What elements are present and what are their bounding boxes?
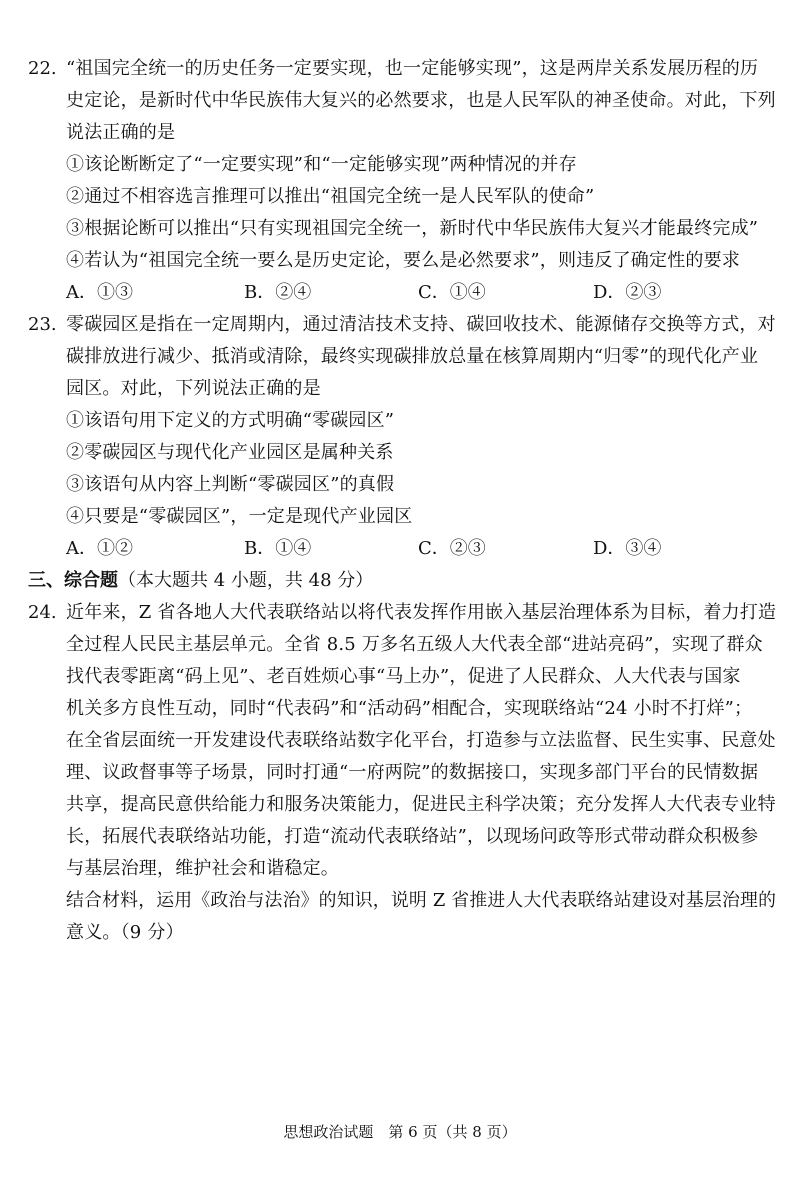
statement-item: ③该语句从内容上判断“零碳园区”的真假 [66, 474, 395, 495]
question-stem-line: 零碳园区是指在一定周期内，通过清洁技术支持、碳回收技术、能源储存交换等方式，对 [66, 314, 776, 335]
question-prompt-line: 意义。（9 分） [66, 922, 184, 943]
section-note: （本大题共 4 小题，共 48 分） [118, 570, 374, 591]
statement-item: ②通过不相容选言推理可以推出“祖国完全统一是人民军队的使命” [66, 186, 595, 207]
page-footer: 思想政治试题 第 6 页（共 8 页） [283, 1123, 517, 1141]
statement-item: ④若认为“祖国完全统一要么是历史定论，要么是必然要求”，则违反了确定性的要求 [66, 250, 741, 271]
material-line: 近年来，Z 省各地人大代表联络站以将代表发挥作用嵌入基层治理体系为目标，着力打造 [66, 602, 777, 623]
question-stem-line: 碳排放进行减少、抵消或清除，最终实现碳排放总量在核算周期内“归零”的现代化产业 [66, 346, 759, 367]
material-line: 在全省层面统一开发建设代表联络站数字化平台，打造参与立法监督、民生实事、民意处 [66, 730, 776, 751]
statement-item: ②零碳园区与现代化产业园区是属种关系 [66, 442, 394, 463]
option-a: A．①② [66, 538, 133, 559]
material-line: 全过程人民民主基层单元。全省 8.5 万多名五级人大代表全部“进站亮码”，实现了群众 [66, 634, 763, 655]
statement-item: ③根据论断可以推出“只有实现祖国完全统一，新时代中华民族伟大复兴才能最终完成” [66, 218, 759, 239]
statement-item: ①该语句用下定义的方式明确“零碳园区” [66, 410, 395, 431]
option-d: D．③④ [593, 538, 662, 559]
question-prompt-line: 结合材料，运用《政治与法治》的知识，说明 Z 省推进人大代表联络站建设对基层治理的 [66, 890, 777, 911]
question-number: 22. [28, 58, 57, 79]
material-line: 机关多方良性互动，同时“代表码”和“活动码”相配合，实现联络站“24 小时不打烊”； [66, 698, 753, 719]
section-title: 三、综合题 [28, 570, 118, 591]
option-b: B．①④ [244, 538, 312, 559]
question-stem-line: 史定论，是新时代中华民族伟大复兴的必然要求，也是人民军队的神圣使命。对此，下列 [66, 90, 776, 111]
material-line: 长，拓展代表联络站功能，打造“流动代表联络站”，以现场问政等形式带动群众积极参 [66, 826, 759, 847]
option-c: C．①④ [418, 282, 486, 303]
material-line: 理、议政督事等子场景，同时打通“一府两院”的数据接口，实现多部门平台的民情数据 [66, 762, 759, 783]
statement-item: ①该论断断定了“一定要实现”和“一定能够实现”两种情况的并存 [66, 154, 577, 175]
question-stem-line: 说法正确的是 [66, 122, 176, 143]
material-line: 共享，提高民意供给能力和服务决策能力，促进民主科学决策；充分发挥人大代表专业特 [66, 794, 776, 815]
option-c: C．②③ [418, 538, 486, 559]
question-number: 24. [28, 602, 57, 623]
material-line: 与基层治理，维护社会和谐稳定。 [66, 858, 339, 879]
option-a: A．①③ [66, 282, 133, 303]
question-stem-line: 园区。对此，下列说法正确的是 [66, 378, 321, 399]
question-number: 23. [28, 314, 57, 335]
statement-item: ④只要是“零碳园区”，一定是现代产业园区 [66, 506, 413, 527]
option-d: D．②③ [593, 282, 662, 303]
material-line: 找代表零距离“码上见”、老百姓烦心事“马上办”，促进了人民群众、人大代表与国家 [66, 666, 741, 687]
question-stem-line: “祖国完全统一的历史任务一定要实现，也一定能够实现”，这是两岸关系发展历程的历 [66, 58, 759, 79]
option-b: B．②④ [244, 282, 312, 303]
section-heading [28, 566, 373, 596]
